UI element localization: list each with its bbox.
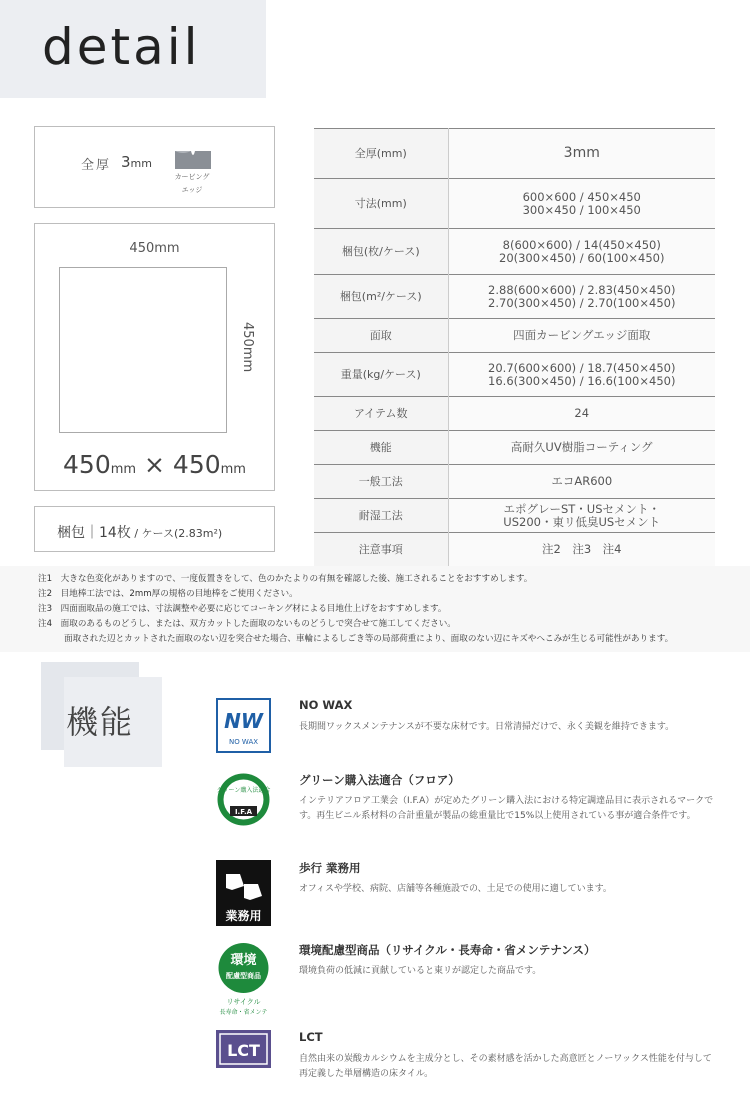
spec-row: [314, 275, 715, 319]
edge-caption: カービング エッジ: [174, 173, 210, 194]
feature-no-wax: [216, 698, 736, 758]
spec-label: 注意事項: [314, 533, 448, 567]
size-card: [34, 223, 275, 491]
svg-text:長寿命・省メンテ: 長寿命・省メンテ: [219, 1009, 268, 1016]
spec-value-line-2: US200・東リ低臭USセメント: [503, 514, 661, 529]
thickness-value: 3mm: [121, 153, 152, 171]
spec-value: [448, 465, 715, 499]
spec-value-line-2: 16.6(300×450) / 16.6(100×450): [488, 373, 676, 388]
feature-eco-product: [216, 942, 736, 1017]
feature-green-purchase: [216, 772, 736, 852]
spec-label: 機能: [314, 431, 448, 465]
spec-row: [314, 319, 715, 353]
pack-card: [34, 506, 275, 552]
spec-value: [448, 533, 715, 567]
spec-label: 面取: [314, 319, 448, 353]
feature-desc: インテリアフロア工業会（I.F.A）が定めたグリーン購入法における特定調達品目に表示されるマークです。再生ビニル系材料の合計重量が製品の総重量比で15%以上使用されている事が適合条件です。: [299, 796, 714, 821]
spec-value: [448, 499, 715, 533]
spec-value-line-2: 300×450 / 100×450: [522, 202, 641, 217]
feature-name: 歩行 業務用: [299, 861, 361, 875]
note-3: 注3 四面面取品の施工では、寸法調整や必要に応じてコーキング材による目地仕上げをおすすめします。: [38, 604, 447, 614]
spec-value-line-1: 20.7(600×600) / 18.7(450×450): [488, 360, 676, 375]
spec-value-line-1: 四面カービングエッジ面取: [513, 328, 651, 342]
spec-value-line-1: 注2 注3 注4: [542, 542, 622, 556]
svg-text:リサイクル: リサイクル: [226, 998, 261, 1006]
spec-value: [448, 229, 715, 275]
spec-label: 梱包(枚/ケース): [314, 229, 448, 275]
notes: [38, 572, 738, 647]
svg-text:環境: 環境: [230, 953, 257, 968]
spec-row: [314, 465, 715, 499]
spec-value: [448, 129, 715, 179]
carving-edge-icon: [173, 149, 213, 171]
size-dimensions: 450mm × 450mm: [63, 450, 246, 479]
spec-value: [448, 353, 715, 397]
spec-table: [314, 128, 715, 567]
spec-row: [314, 397, 715, 431]
tile-square: [59, 267, 227, 433]
feature-desc: 長期間ワックスメンテナンスが不要な床材です。日常清掃だけで、永く美観を維持できます。: [299, 722, 675, 732]
spec-label: 全厚(mm): [314, 129, 448, 179]
spec-row: [314, 179, 715, 229]
spec-value-line-1: 24: [574, 406, 590, 420]
feature-name: グリーン購入法適合（フロア）: [299, 773, 460, 787]
feature-commercial-walking: [216, 860, 736, 930]
note-1: 注1 大きな色変化がありますので、一度仮置きをして、色のかたよりの有無を確認した後、施工されることをおすすめします。: [38, 574, 533, 584]
spec-value-line-1: 600×600 / 450×450: [522, 189, 641, 204]
pack-text: 梱包｜14枚 / ケース(2.83m²): [57, 525, 223, 541]
spec-label: アイテム数: [314, 397, 448, 431]
green-purchase-icon: [216, 772, 271, 827]
feature-desc: オフィスや学校、病院、店舗等各種施設での、土足での使用に適しています。: [299, 884, 612, 894]
spec-row: [314, 533, 715, 567]
spec-label: 梱包(m²/ケース): [314, 275, 448, 319]
spec-row: [314, 499, 715, 533]
feature-lct: [216, 1030, 736, 1090]
spec-label: 重量(kg/ケース): [314, 353, 448, 397]
no-wax-icon: [216, 698, 271, 753]
spec-label: 一般工法: [314, 465, 448, 499]
size-height-label: 450mm: [240, 322, 255, 373]
spec-label: 耐湿工法: [314, 499, 448, 533]
eco-product-icon: [216, 942, 271, 1017]
lct-icon: [216, 1030, 271, 1068]
spec-value-line-1: エコAR600: [551, 474, 613, 488]
spec-row: [314, 129, 715, 179]
spec-row: [314, 353, 715, 397]
spec-value-line-2: 2.70(300×450) / 2.70(100×450): [488, 295, 676, 310]
spec-value: [448, 431, 715, 465]
thickness-label: 全厚: [81, 158, 112, 173]
feature-name: LCT: [299, 1030, 323, 1044]
thickness-card: [34, 126, 275, 208]
feature-desc: 環境負荷の低減に貢献していると東リが認定した商品です。: [299, 966, 542, 976]
note-4: 注4 面取のあるものどうし、または、双方カットした面取のないものどうしで突合せて施工してください。: [38, 619, 456, 629]
spec-value-line-1: 3mm: [563, 145, 600, 161]
svg-text:NW: NW: [224, 709, 263, 733]
spec-value-line-1: 8(600×600) / 14(450×450): [502, 237, 661, 252]
commercial-walking-icon: [216, 860, 271, 926]
feature-name: NO WAX: [299, 698, 353, 712]
size-width-label: 450mm: [129, 241, 180, 256]
spec-value-line-1: 2.88(600×600) / 2.83(450×450): [488, 282, 676, 297]
svg-text:業務用: 業務用: [225, 909, 262, 923]
spec-value: [448, 319, 715, 353]
features-title: 機能: [66, 703, 135, 741]
svg-text:LCT: LCT: [227, 1041, 260, 1060]
spec-value-line-1: 高耐久UV樹脂コーティング: [510, 440, 653, 454]
spec-value: [448, 397, 715, 431]
spec-row: [314, 431, 715, 465]
page-title: detail: [42, 18, 201, 76]
svg-text:I.F.A: I.F.A: [234, 808, 253, 816]
spec-value: [448, 179, 715, 229]
spec-value-line-1: エポグレーST・USセメント・: [503, 501, 661, 516]
note-4-continued: 面取された辺とカットされた面取のない辺を突合せた場合、車輪によるしごき等の局部荷重により、面取のない辺にキズやへこみが生じる可能性があります。: [64, 634, 674, 644]
svg-text:NO WAX: NO WAX: [228, 738, 259, 746]
feature-desc: 自然由来の炭酸カルシウムを主成分とし、その素材感を活かした高意匠とノーワックス性能を付与して再定義した単層構造の床タイル。: [299, 1054, 712, 1079]
spec-label: 寸法(mm): [314, 179, 448, 229]
svg-text:配慮型商品: 配慮型商品: [226, 972, 261, 980]
svg-text:グリーン購入法適合: グリーン購入法適合: [216, 787, 271, 794]
note-2: 注2 目地棒工法では、2mm厚の規格の目地棒をご使用ください。: [38, 589, 298, 599]
spec-value: [448, 275, 715, 319]
feature-name: 環境配慮型商品（リサイクル・長寿命・省メンテナンス）: [299, 943, 596, 957]
spec-row: [314, 229, 715, 275]
spec-value-line-2: 20(300×450) / 60(100×450): [499, 250, 665, 265]
